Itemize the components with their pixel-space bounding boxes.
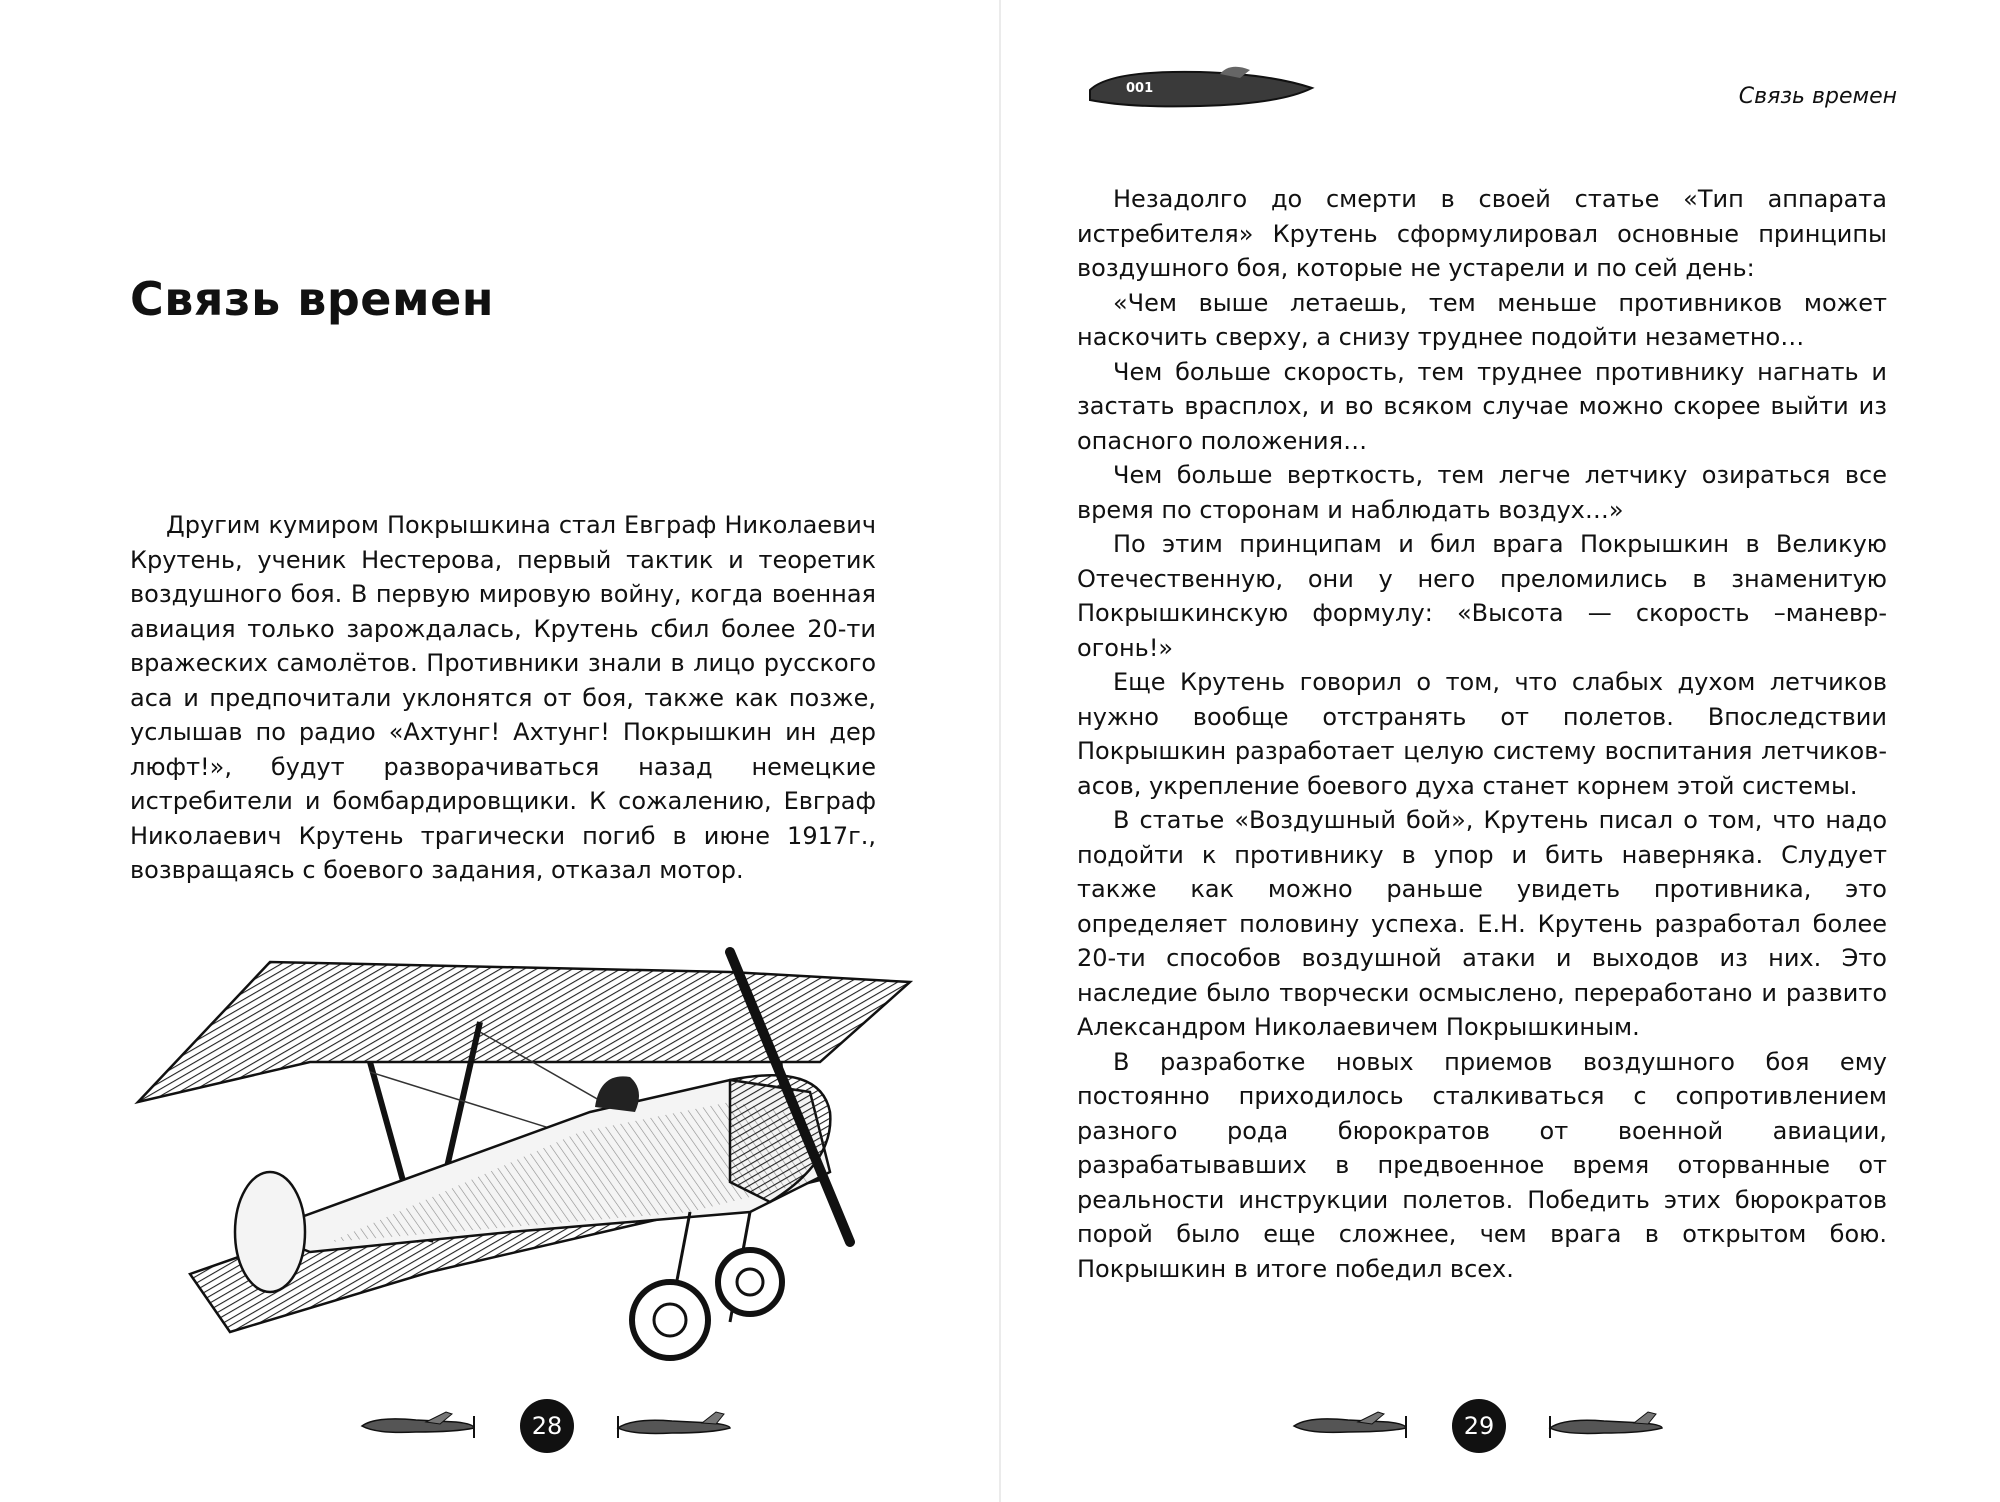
running-head: Связь времен xyxy=(1738,84,1897,109)
paragraph: Еще Крутень говорил о том, что слабых духом летчиков нужно вообще отстранять от полетов. Впоследствии Покрышкин разработает целую систему воспитания летчиков-асов, укрепление боевого духа станет корнем этой системы. xyxy=(1077,668,1887,800)
paragraph: Чем больше верткость, тем легче летчику озираться все время по сторонам и наблюдать воздух…» xyxy=(1077,461,1887,524)
paragraph: В статье «Воздушный бой», Крутень писал о том, что надо подойти к противнику в упор и бить наверняка. Слудует также как можно раньше увидеть противника, это определяет половину успеха. Е.Н. Крутень разработал более 20-ти способов воздушной атаки и выходов из них. Это наследие было творчески осмыслено, переработано и развито Александром Николаевичем Покрышкиным. xyxy=(1077,806,1887,1041)
page-footer xyxy=(356,1398,776,1458)
paragraph: По этим принципам и бил врага Покрышкин в Великую Отечественную, они у него преломились в знаменитую Покрышкинскую формулу: «Высота — скорость –маневр-огонь!» xyxy=(1077,530,1887,662)
fighter-plane-icon xyxy=(1080,60,1320,130)
fighter-plane-icon xyxy=(1544,1408,1668,1444)
page-number: 29 xyxy=(1452,1399,1506,1453)
biplane-drawing-icon xyxy=(130,912,970,1372)
paragraph: В разработке новых приемов воздушного боя ему постоянно приходилось сталкиваться с сопротивлением разного рода бюрократов от военной авиации, разрабатывавших в предвоенное время оторванные от реальности инструкции полетов. Победить этих бюрократов порой было еще сложнее, чем врага в открытом бою. Покрышкин в итоге победил всех. xyxy=(1077,1047,1887,1283)
paragraph: Другим кумиром Покрышкина стал Евграф Николаевич Крутень, ученик Нестерова, первый тактик и теоретик воздушного боя. В первую мировую войну, когда военная авиация только зарождалась, Крутень сбил более 20-ти вражеских самолётов. Противники знали в лицо русского аса и предпочитали уклонятся от боя, также как позже, услышав по радио «Ахтунг! Ахтунг! Покрышкин ин дер люфт!», будут разворачиваться назад немецкие истребители и бомбардировщики. К сожалению, Евграф Николаевич Крутень трагически погиб в июне 1917г., возвращаясь с боевого задания, отказал мотор. xyxy=(130,511,876,884)
fighter-plane-icon xyxy=(356,1408,480,1444)
paragraph: «Чем выше летаешь, тем меньше противников может наскочить сверху, а снизу труднее подойти незаметно… xyxy=(1077,288,1887,351)
right-body-text xyxy=(1077,182,1887,1286)
plane-marking: 001 xyxy=(1126,81,1154,96)
fighter-plane-icon xyxy=(1288,1408,1412,1444)
paragraph: Чем больше скорость, тем труднее противнику нагнать и застать врасплох, и во всяком случае можно скорее выйти из опасного положения… xyxy=(1077,357,1887,455)
page-title: Связь времен xyxy=(130,272,495,326)
page-number: 28 xyxy=(520,1399,574,1453)
paragraph: Незадолго до смерти в своей статье «Тип аппарата истребителя» Крутень сформулировал основные принципы воздушного боя, которые не устарели и по сей день: xyxy=(1077,185,1887,282)
right-page xyxy=(1000,0,2000,1502)
page-footer xyxy=(1288,1398,1708,1458)
fighter-plane-icon xyxy=(612,1408,736,1444)
left-body-text xyxy=(130,508,876,888)
